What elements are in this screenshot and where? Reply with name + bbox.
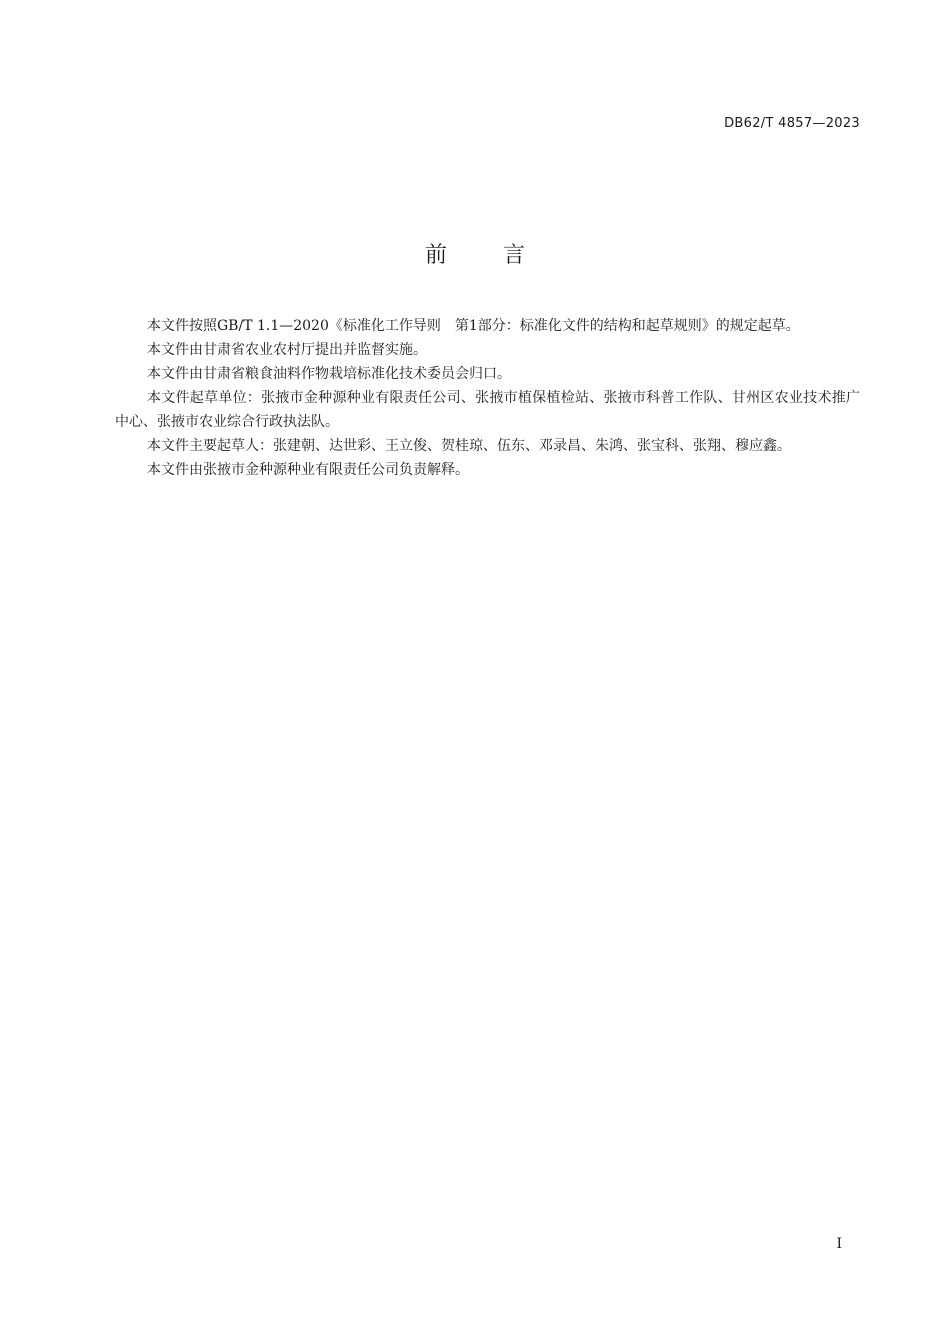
paragraph-proposer: 本文件由甘肃省农业农村厅提出并监督实施。 — [147, 342, 427, 358]
paragraph-drafting-units: 本文件起草单位：张掖市金种源种业有限责任公司、张掖市植保植检站、张掖市科普工作队、甘州区农业技术推广中心、张掖市农业综合行政执法队。 — [115, 390, 860, 430]
foreword-body — [115, 314, 860, 482]
page-number: I — [836, 1236, 842, 1252]
paragraph-drafting-rules: 本文件按照GB/T 1.1—2020《标准化工作导则 第1部分：标准化文件的结构和起草规则》的规定起草。 — [147, 318, 800, 334]
standard-code: DB62/T 4857—2023 — [724, 116, 860, 131]
paragraph-technical-committee: 本文件由甘肃省粮食油料作物栽培标准化技术委员会归口。 — [147, 366, 511, 382]
paragraph-interpretation: 本文件由张掖市金种源种业有限责任公司负责解释。 — [147, 462, 469, 478]
paragraph-drafters: 本文件主要起草人：张建朝、达世彩、王立俊、贺桂琼、伍东、邓录昌、朱鸿、张宝科、张翔、穆应鑫。 — [147, 438, 791, 454]
page-title: 前言 — [424, 243, 581, 268]
